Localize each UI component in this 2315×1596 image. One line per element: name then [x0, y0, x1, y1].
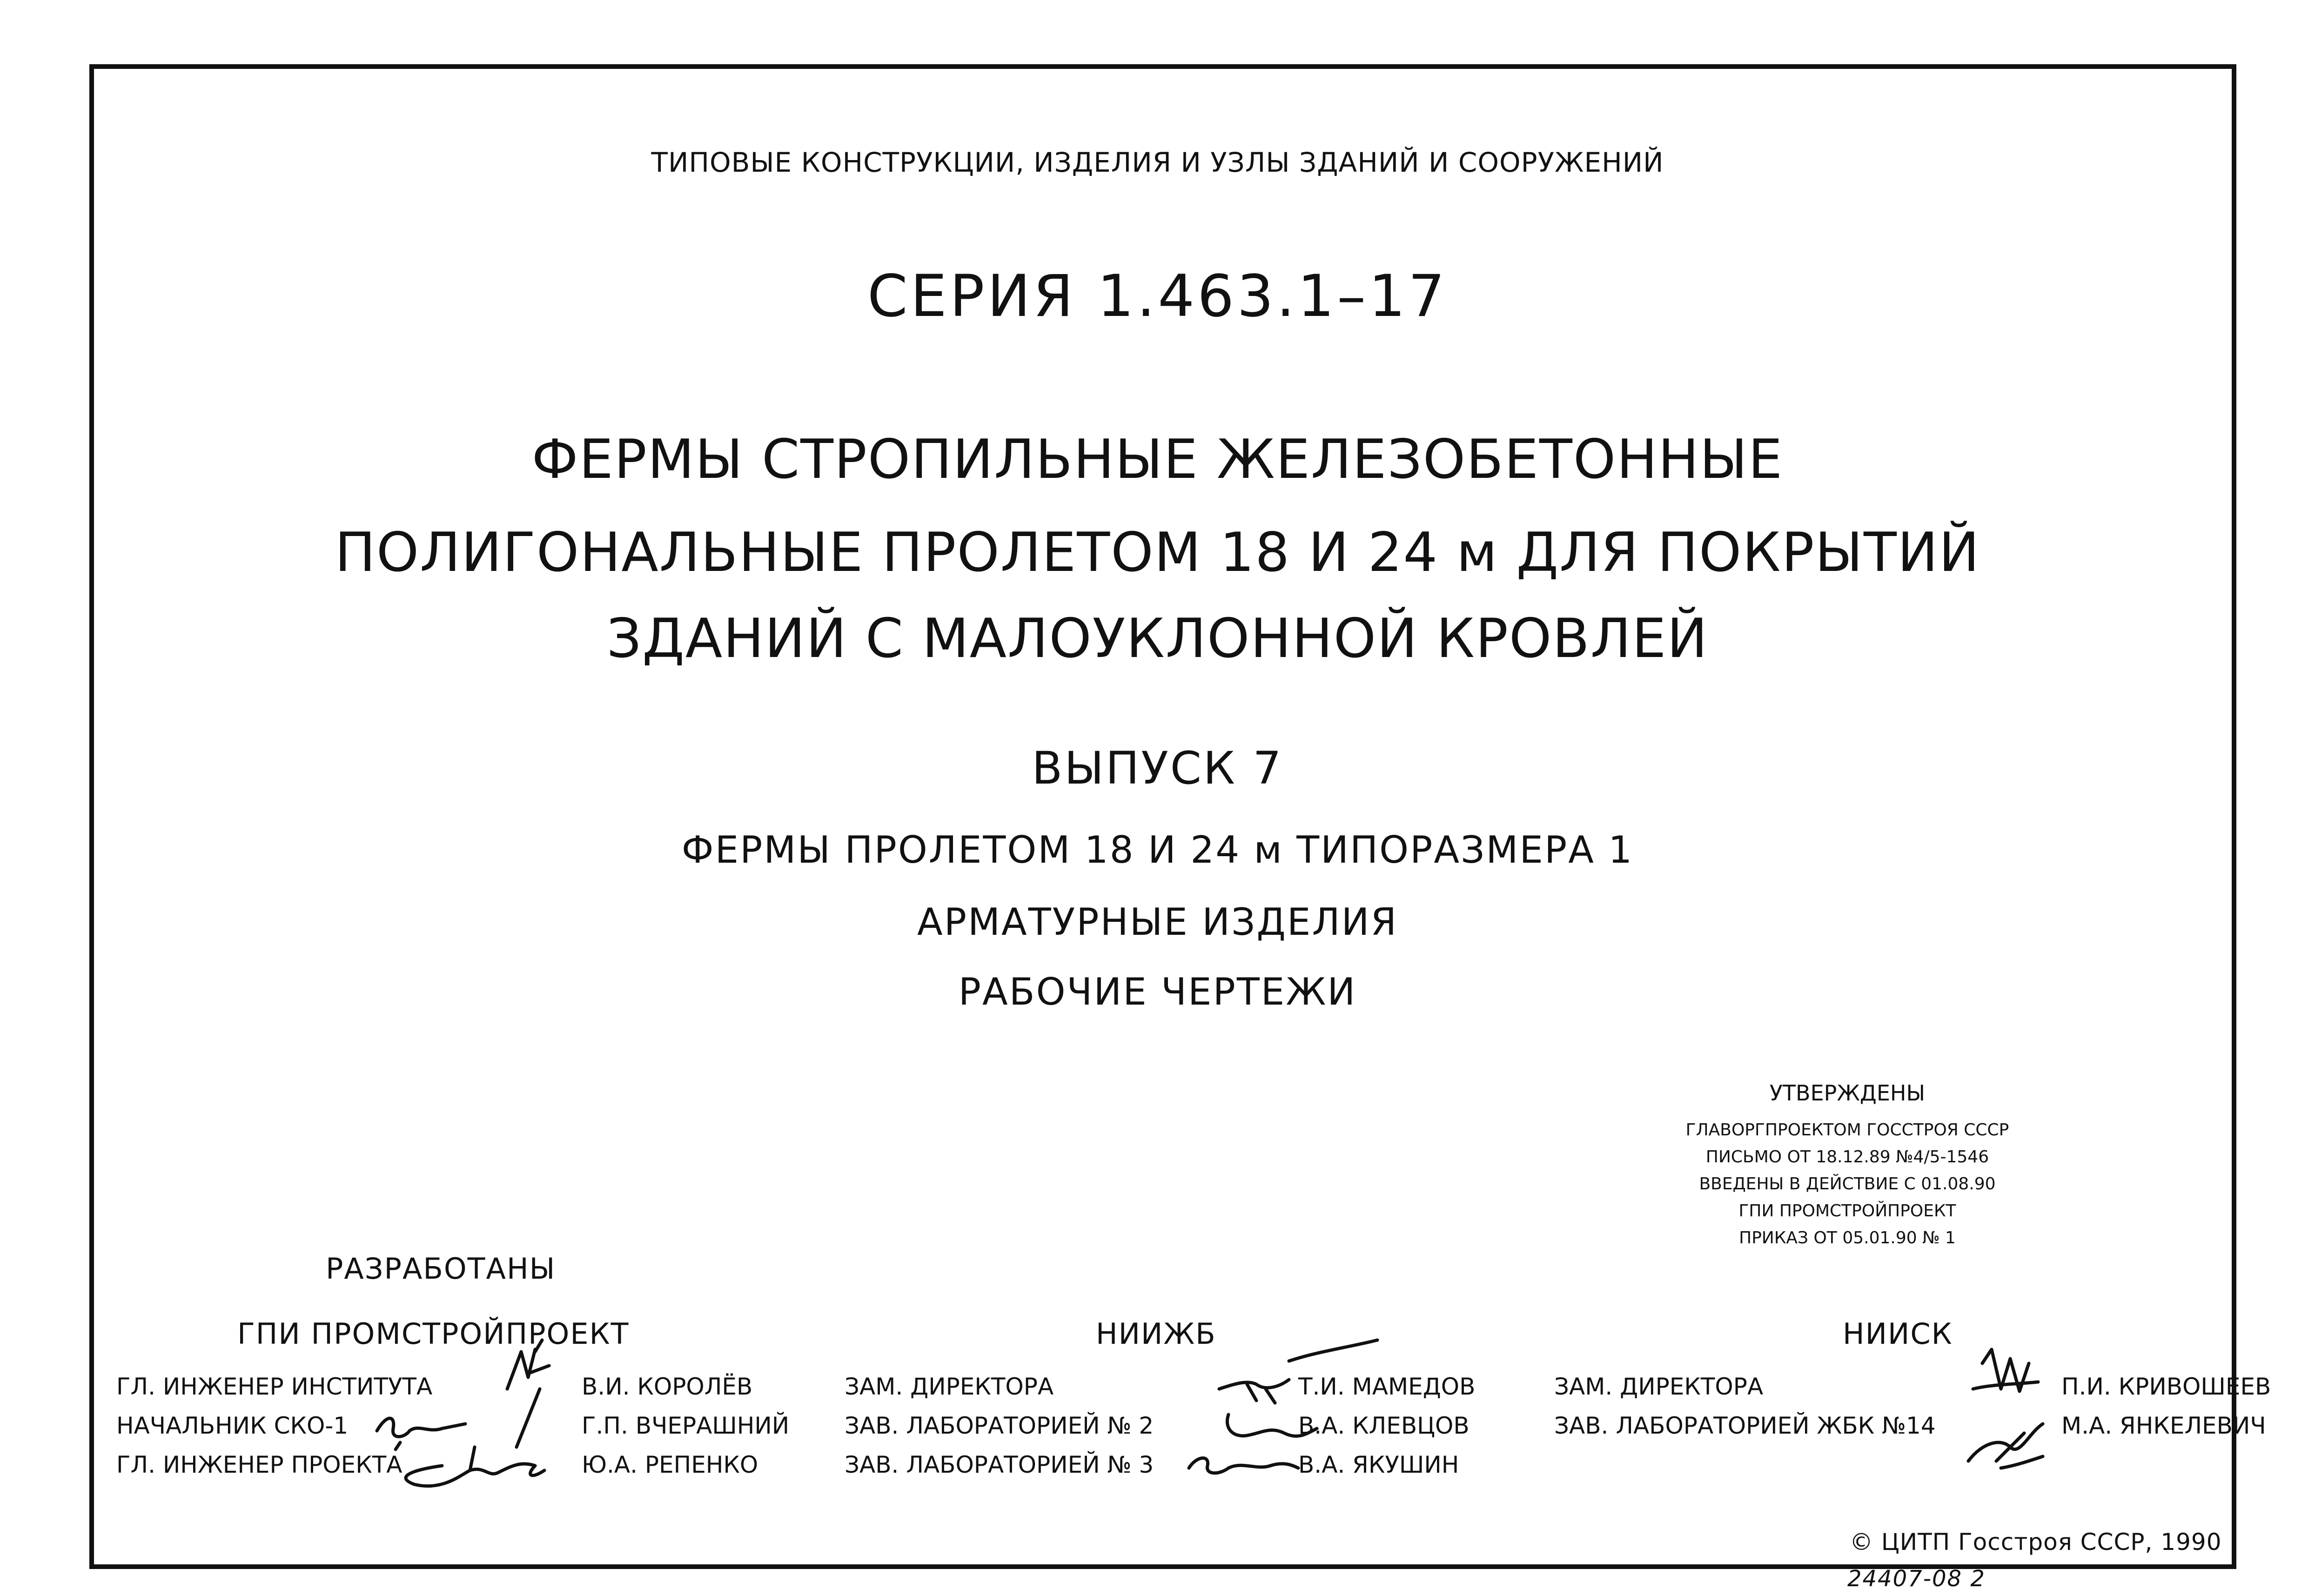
archive-stamp-number: 24407-08 2	[1847, 1566, 1986, 1592]
org-name-niizhb: НИИЖБ	[1096, 1317, 1216, 1351]
staff-name: Ю.А. РЕПЕНКО	[582, 1451, 758, 1478]
staff-name: Г.П. ВЧЕРАШНИЙ	[582, 1412, 790, 1439]
title-line-1: ФЕРМЫ СТРОПИЛЬНЫЕ ЖЕЛЕЗОБЕТОННЫЕ	[531, 428, 1784, 491]
staff-position: НАЧАЛЬНИК СКО-1	[116, 1412, 349, 1439]
approval-line: ГПИ ПРОМСТРОЙПРОЕКТ	[1738, 1201, 1956, 1220]
signature-icon	[1968, 1424, 2043, 1468]
approval-line: ГЛАВОРГПРОЕКТОМ ГОССТРОЯ СССР	[1685, 1120, 2009, 1140]
staff-name: П.И. КРИВОШЕЕВ	[2061, 1373, 2271, 1400]
staff-position: ГЛ. ИНЖЕНЕР ПРОЕКТА	[116, 1451, 403, 1478]
approval-title: УТВЕРЖДЕНЫ	[1769, 1080, 1926, 1106]
staff-name: В.А. ЯКУШИН	[1298, 1451, 1459, 1478]
org-name-promstroyproekt: ГПИ ПРОМСТРОЙПРОЕКТ	[237, 1317, 630, 1351]
signature-icon	[406, 1447, 544, 1486]
signature-icon	[377, 1418, 465, 1449]
signature-icon	[1227, 1415, 1317, 1436]
staff-position: ЗАВ. ЛАБОРАТОРИЕЙ № 3	[845, 1451, 1154, 1478]
signature-icon	[1289, 1340, 1377, 1361]
signature-icon	[507, 1340, 549, 1389]
signature-icon	[1219, 1380, 1289, 1403]
issue-subtitle-1: ФЕРМЫ ПРОЛЕТОМ 18 И 24 м ТИПОРАЗМЕРА 1	[681, 828, 1634, 872]
org-name-niisk: НИИСК	[1843, 1317, 1953, 1351]
staff-position: ГЛ. ИНЖЕНЕР ИНСТИТУТА	[116, 1373, 433, 1400]
staff-position: ЗАВ. ЛАБОРАТОРИЕЙ ЖБК №14	[1554, 1412, 1936, 1439]
signature-icon	[1189, 1458, 1298, 1473]
issue-label: ВЫПУСК 7	[1032, 742, 1283, 794]
issue-subtitle-2: АРМАТУРНЫЕ ИЗДЕЛИЯ	[917, 900, 1398, 944]
series-number: СЕРИЯ 1.463.1–17	[867, 263, 1448, 330]
staff-position: ЗАВ. ЛАБОРАТОРИЕЙ № 2	[845, 1412, 1154, 1439]
signature-icon	[517, 1389, 540, 1447]
approval-line: ПИСЬМО ОТ 18.12.89 №4/5-1546	[1705, 1147, 1989, 1167]
staff-position: ЗАМ. ДИРЕКТОРА	[845, 1373, 1054, 1400]
staff-name: М.А. ЯНКЕЛЕВИЧ	[2061, 1412, 2266, 1439]
signature-icon	[1973, 1349, 2038, 1391]
document-category: ТИПОВЫЕ КОНСТРУКЦИИ, ИЗДЕЛИЯ И УЗЛЫ ЗДАНИЙ И СООРУЖЕНИЙ	[651, 147, 1664, 178]
issue-subtitle-3: РАБОЧИЕ ЧЕРТЕЖИ	[958, 970, 1357, 1013]
title-line-2: ПОЛИГОНАЛЬНЫЕ ПРОЛЕТОМ 18 И 24 м ДЛЯ ПОКРЫТИЙ	[335, 521, 1980, 584]
staff-name: В.И. КОРОЛЁВ	[582, 1373, 753, 1400]
approval-line: ВВЕДЕНЫ В ДЕЙСТВИЕ С 01.08.90	[1699, 1174, 1996, 1194]
staff-name: В.А. КЛЕВЦОВ	[1298, 1412, 1470, 1439]
title-line-3: ЗДАНИЙ С МАЛОУКЛОННОЙ КРОВЛЕЙ	[606, 607, 1709, 670]
approval-line: ПРИКАЗ ОТ 05.01.90 № 1	[1739, 1228, 1956, 1247]
copyright-notice: © ЦИТП Госстроя СССР, 1990	[1850, 1529, 2222, 1556]
developed-label: РАЗРАБОТАНЫ	[326, 1252, 556, 1286]
staff-position: ЗАМ. ДИРЕКТОРА	[1554, 1373, 1764, 1400]
staff-name: Т.И. МАМЕДОВ	[1298, 1373, 1476, 1400]
